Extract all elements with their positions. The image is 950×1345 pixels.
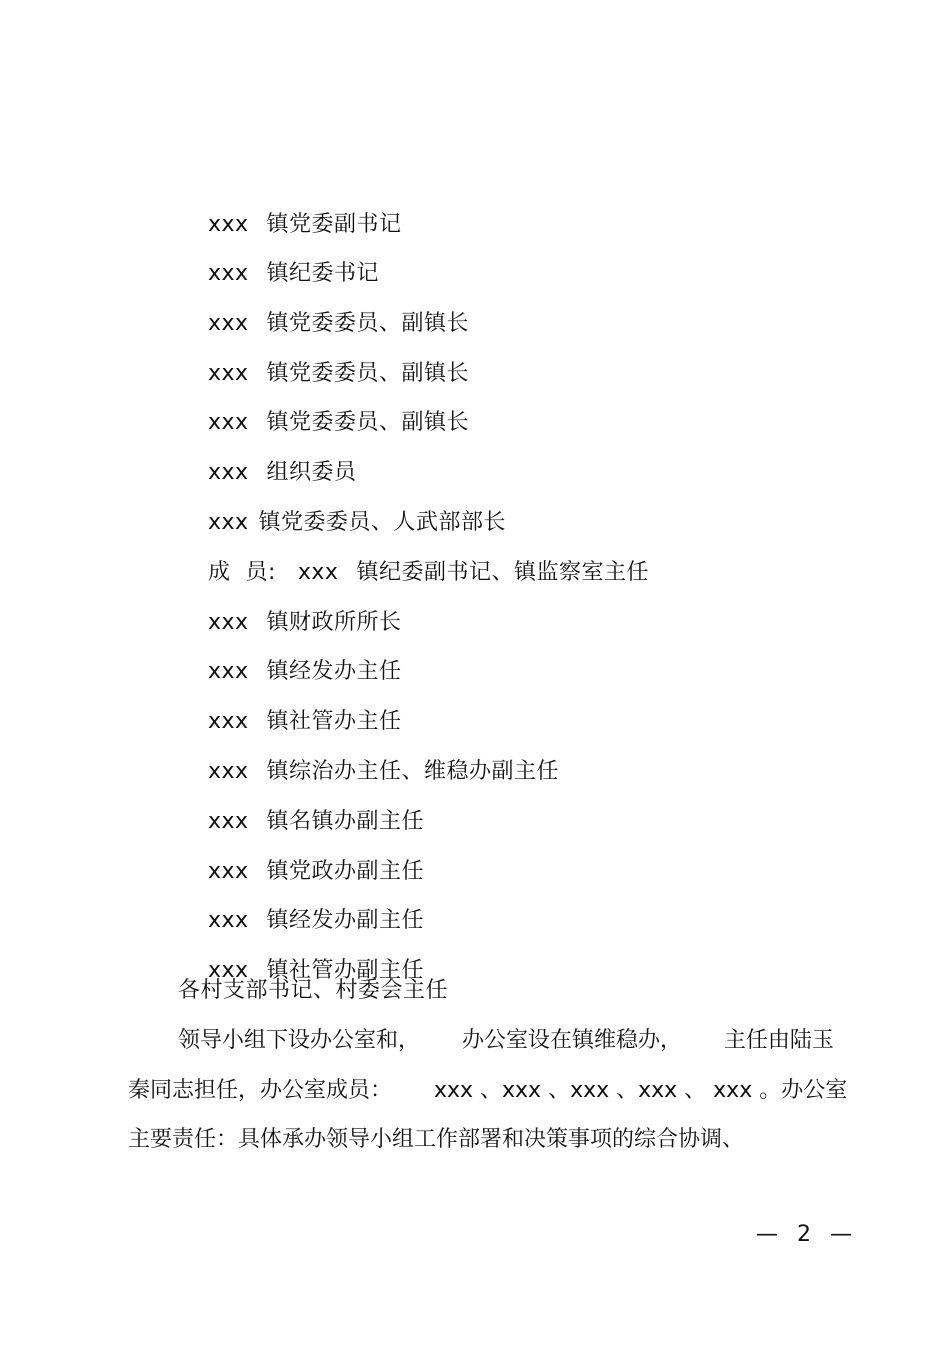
member-role: 镇社管办主任 — [266, 709, 402, 734]
member-role: 镇纪委副书记、镇监察室主任 — [356, 560, 649, 585]
member-role: 镇经发办副主任 — [266, 908, 425, 933]
member-name: xxx — [207, 709, 249, 734]
page-number: — 2 — — [756, 1222, 858, 1247]
leader-name: xxx — [207, 510, 249, 535]
leader-name: xxx — [207, 212, 249, 237]
paragraph-line: 领导小组下设办公室和， 办公室设在镇维稳办， 主任由陆玉 — [178, 1028, 834, 1053]
member-role: 镇经发办主任 — [266, 659, 402, 684]
members-label: 成 员: — [207, 560, 276, 585]
leader-role: 镇党委副书记 — [266, 212, 402, 237]
leader-role: 镇党委委员、副镇长 — [266, 311, 470, 336]
member-name: xxx — [207, 908, 249, 933]
paragraph-line: 主要责任：具体承办领导小组工作部署和决策事项的综合协调、 — [128, 1127, 745, 1152]
leader-role: 镇党委委员、副镇长 — [266, 361, 470, 386]
leader-name: xxx — [207, 311, 249, 336]
leader-role: 镇党委委员、人武部部长 — [258, 510, 507, 535]
member-role: 镇党政办副主任 — [266, 859, 425, 884]
leader-name: xxx — [207, 460, 249, 485]
leader-role: 镇纪委书记 — [266, 261, 380, 286]
member-role: 镇名镇办副主任 — [266, 809, 425, 834]
leader-role: 组织委员 — [266, 460, 357, 485]
member-name: xxx — [207, 659, 249, 684]
paragraph-line: 秦同志担任，办公室成员： xxx 、xxx 、xxx 、xxx 、 xxx 。办公室 — [128, 1078, 848, 1103]
member-name: xxx — [297, 560, 339, 585]
member-name: xxx — [207, 610, 249, 635]
member-name: xxx — [207, 958, 249, 983]
leader-name: xxx — [207, 261, 249, 286]
member-name: xxx — [207, 859, 249, 884]
member-role: 镇综治办主任、维稳办副主任 — [266, 759, 560, 784]
leader-name: xxx — [207, 410, 249, 435]
leader-role: 镇党委委员、副镇长 — [266, 410, 470, 435]
member-role: 镇财政所所长 — [266, 610, 402, 635]
member-role: 镇社管办副主任 — [266, 958, 425, 983]
leader-name: xxx — [207, 361, 249, 386]
village-line: 各村支部书记、村委会主任 — [178, 978, 449, 1003]
member-name: xxx — [207, 759, 249, 784]
member-name: xxx — [207, 809, 249, 834]
